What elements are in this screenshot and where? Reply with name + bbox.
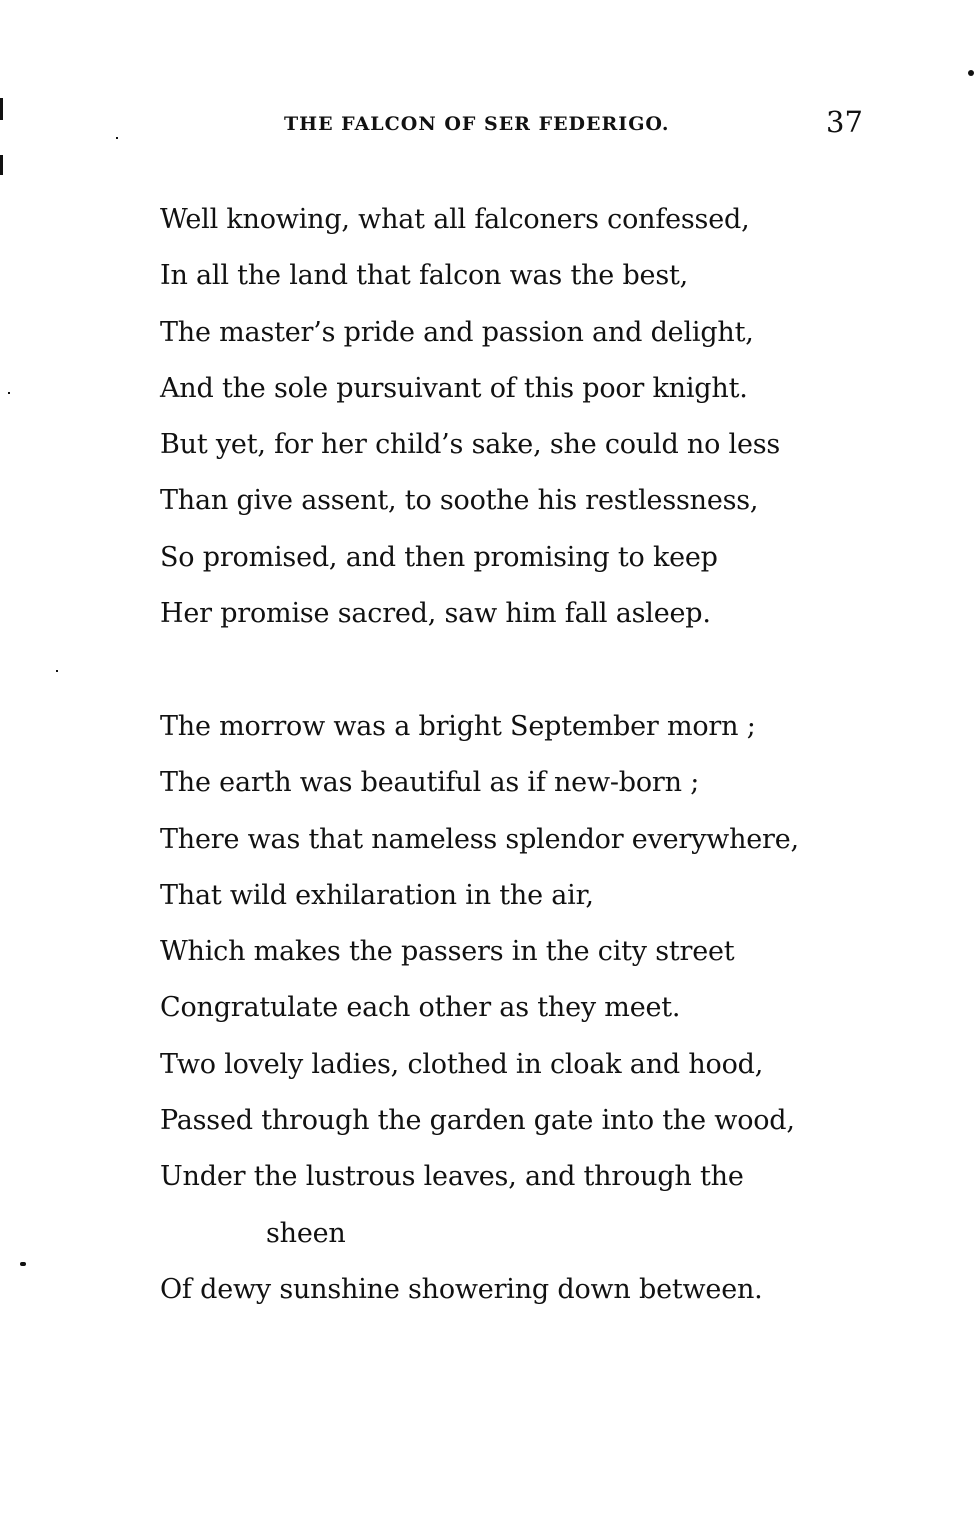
scan-speck	[0, 155, 3, 175]
verse-line: Passed through the garden gate into the wood,	[160, 1105, 795, 1137]
verse-line: Under the lustrous leaves, and through the	[160, 1161, 744, 1193]
verse-line: So promised, and then promising to keep	[160, 541, 718, 573]
verse-line: But yet, for her child’s sake, she could no less	[160, 429, 781, 461]
stanza-1	[160, 192, 780, 642]
verse-line-continuation: sheen	[266, 1217, 346, 1249]
verse-line: Than give assent, to soothe his restlessness,	[160, 485, 759, 517]
verse-line: Her promise sacred, saw him fall asleep.	[160, 598, 711, 630]
verse-line: Of dewy sunshine showering down between.	[160, 1273, 763, 1305]
scan-speck	[56, 670, 58, 672]
stanza-2	[160, 699, 799, 1318]
scan-speck	[116, 137, 118, 139]
page-number: 37	[826, 105, 863, 139]
verse-line: And the sole pursuivant of this poor knight.	[160, 372, 748, 404]
verse-line: The earth was beautiful as if new-born ;	[160, 767, 700, 799]
scan-speck	[20, 1262, 26, 1266]
running-head: THE FALCON OF SER FEDERIGO.	[284, 113, 670, 135]
scan-speck	[0, 98, 3, 120]
scan-speck	[8, 392, 10, 394]
scan-speck	[968, 70, 974, 76]
verse-line: In all the land that falcon was the best,	[160, 260, 689, 292]
verse-line: Well knowing, what all falconers confessed,	[160, 204, 750, 235]
verse-line: That wild exhilaration in the air,	[160, 879, 594, 911]
verse-line: Two lovely ladies, clothed in cloak and hood,	[160, 1048, 764, 1080]
verse-line: Congratulate each other as they meet.	[160, 992, 681, 1024]
verse-line: The master’s pride and passion and delight,	[160, 316, 754, 348]
verse-line: Which makes the passers in the city street	[160, 936, 735, 968]
verse-line: The morrow was a bright September morn ;	[160, 711, 756, 742]
verse-line: There was that nameless splendor everywhere,	[160, 823, 799, 855]
